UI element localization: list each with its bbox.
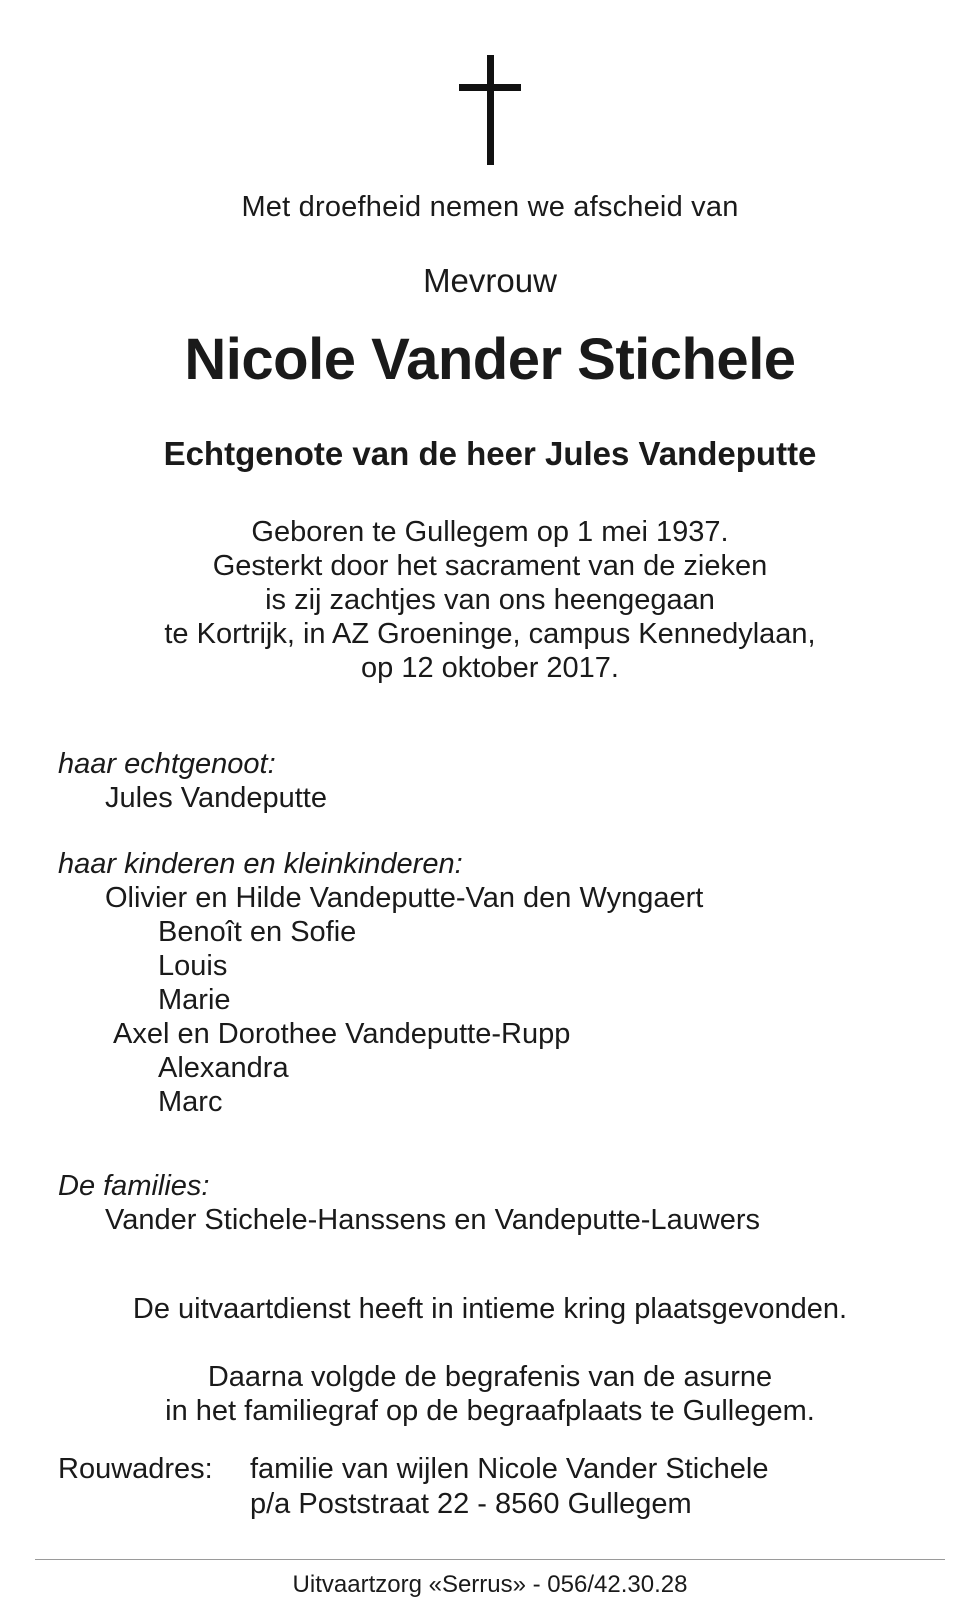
- spouse-label: haar echtgenoot:: [58, 748, 276, 780]
- children-label: haar kinderen en kleinkinderen:: [58, 848, 463, 880]
- cross-icon: [58, 55, 922, 165]
- service-text: De uitvaartdienst heeft in intieme kring plaatsgevonden.: [132, 1293, 848, 1325]
- funeral-home-footer: Uitvaartzorg «Serrus» - 056/42.30.28: [292, 1571, 688, 1598]
- child-line: Marc: [158, 1086, 223, 1118]
- mourning-card: [0, 55, 980, 1615]
- spouse-name: Jules Vandeputte: [105, 782, 327, 814]
- bio-line: is zij zachtjes van ons heengegaan: [265, 584, 715, 616]
- bio-line: op 12 oktober 2017.: [361, 652, 619, 684]
- burial-section: [58, 1360, 922, 1428]
- spouse-subtitle: Echtgenote van de heer Jules Vandeputte: [163, 435, 817, 472]
- mourning-address-section: [58, 1452, 922, 1522]
- child-line: Olivier en Hilde Vandeputte-Van den Wyngaert: [105, 882, 704, 914]
- biography: [58, 515, 922, 685]
- intro-text: Met droefheid nemen we afscheid van: [241, 191, 739, 223]
- families-label: De families:: [58, 1170, 210, 1202]
- child-line: Marie: [158, 984, 231, 1016]
- burial-line: in het familiegraf op de begraafplaats te Gullegem.: [165, 1395, 815, 1427]
- footer-divider: [35, 1559, 945, 1560]
- families-text: Vander Stichele-Hanssens en Vandeputte-Lauwers: [105, 1204, 761, 1236]
- bio-line: Geboren te Gullegem op 1 mei 1937.: [251, 516, 729, 548]
- child-line: Louis: [158, 950, 228, 982]
- salutation: Mevrouw: [423, 262, 557, 299]
- spouse-section: [58, 747, 922, 815]
- child-line: Benoît en Sofie: [158, 916, 357, 948]
- mourning-address-line: p/a Poststraat 22 - 8560 Gullegem: [250, 1488, 692, 1520]
- families-section: [58, 1169, 922, 1237]
- child-line: Alexandra: [158, 1052, 289, 1084]
- mourning-address-line: familie van wijlen Nicole Vander Stichele: [250, 1453, 769, 1485]
- bio-line: Gesterkt door het sacrament van de zieken: [212, 550, 768, 582]
- burial-line: Daarna volgde de begrafenis van de asurne: [207, 1361, 773, 1393]
- mourning-address-label: Rouwadres:: [58, 1453, 213, 1485]
- children-section: [58, 847, 922, 1119]
- mourning-address-lines: [250, 1452, 922, 1522]
- deceased-name: Nicole Vander Stichele: [184, 327, 796, 392]
- child-line: Axel en Dorothee Vandeputte-Rupp: [113, 1018, 571, 1050]
- bio-line: te Kortrijk, in AZ Groeninge, campus Kennedylaan,: [164, 618, 816, 650]
